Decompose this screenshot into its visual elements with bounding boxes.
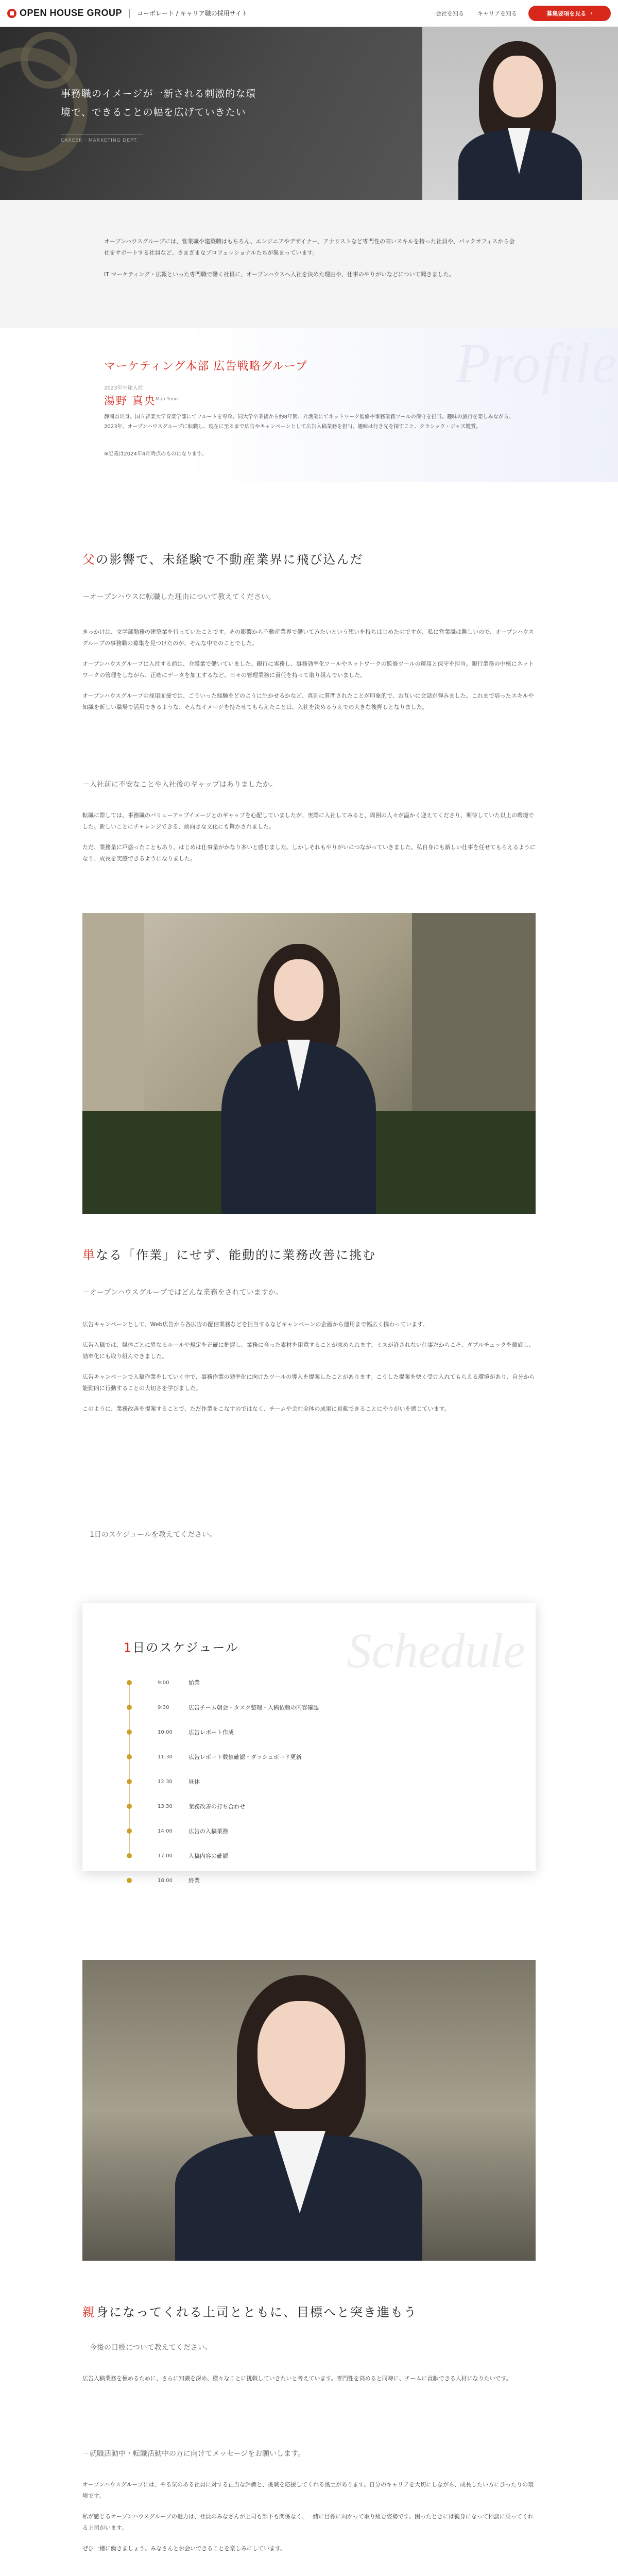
section-3-answer-2-p2: 私が感じるオープンハウスグループの魅力は、社員のみなさんが上司も部下も関係なく、一緒に目標に向かって取り組む姿勢です。困ったときには親身になって相談に乗ってくれる上司がいます。	[82, 2513, 534, 2531]
section-3-title-rest: 身になってくれる上司とともに、目標へと突き進もう	[96, 2305, 417, 2319]
schedule-task: 広告の入稿業務	[188, 1828, 228, 1835]
section-2-question-2: －1日のスケジュールを教えてください。	[82, 1531, 217, 1539]
section-3-answer-2	[82, 2479, 536, 2554]
schedule-item	[119, 1794, 480, 1819]
timeline-dot-icon	[127, 1754, 132, 1759]
schedule-task: 始業	[188, 1680, 200, 1686]
section-2-title	[82, 1245, 376, 1263]
logo-mark-icon	[7, 9, 16, 18]
intro-section	[0, 200, 618, 328]
schedule-task: 広告チーム朝会・タスク整理・入稿依頼の内容確認	[188, 1704, 319, 1711]
interview-photo-2	[82, 1960, 536, 2261]
intro-paragraph-2: IT マーケティング・広報といった専門職で働く社員に、オープンハウスへ入社を決めた理由や、仕事のやりがいなどについて聞きました。	[104, 271, 455, 278]
section-2-title-accent: 単	[82, 1248, 96, 1262]
section-1-title-accent: 父	[82, 552, 96, 567]
schedule-task: 広告レポート数値確認・ダッシュボード更新	[188, 1754, 302, 1760]
section-1-answer-1-p3: オープンハウスグループの採用面接では、ごういった経験をどのように生かせるかなど、真剣に質問されたことが印象的で、お互いに会話が弾みました。これまで培ったスキルや知識を新しい職場で活用できるような、そんなイメージを持たせてもらえたことは、入社を決めるうえでの大きな後押しとなりました。	[82, 692, 534, 710]
section-3-answer-2-p3: ぜひ一緒に働きましょう。みなさんとお会いできることを楽しみにしています。	[82, 2545, 286, 2552]
schedule-time: 10:00	[158, 1729, 173, 1735]
schedule-time: 18:00	[158, 1877, 173, 1884]
schedule-item	[119, 1744, 480, 1769]
profile-section	[0, 328, 618, 482]
schedule-task: 広告レポート作成	[188, 1729, 234, 1736]
section-1-question-2: －入社前に不安なことや入社後のギャップはありましたか。	[82, 781, 277, 789]
section-1-answer-1-p1: きっかけは、文学部勤務の建築業を行っていたことです。その影響から不動産業界で働いてみたいという想いを持ちはじめたのですが、私に営業職は難しいので、オープンハウスグループの事務職の募集を見つけたのが、そんな中でのことでした。	[82, 629, 534, 647]
schedule-time: 9:30	[158, 1704, 169, 1710]
hero-title	[61, 84, 256, 122]
section-2-answer-1-p2: 広告入稿では、媒体ごとに異なるルールや規定を正確に把握し、業務に合った素材を用意することが求められます。ミスが許されない仕事だからこそ、ダブルチェックを徹底し、効率化にも取り組んできました。	[82, 1342, 535, 1360]
section-3-question-1: －今後の目標について教えてください。	[82, 2344, 212, 2352]
schedule-item	[119, 1819, 480, 1843]
section-3-answer-1	[82, 2373, 536, 2384]
section-2-answer-1	[82, 1319, 536, 1415]
section-3-title-accent: 親	[82, 2305, 96, 2319]
schedule-task: 業務改善の打ち合わせ	[188, 1803, 245, 1810]
timeline-dot-icon	[127, 1828, 132, 1834]
hero-title-line-1: 事務職のイメージが一新される刺激的な環	[61, 88, 256, 99]
portrait-face	[493, 56, 543, 117]
section-3-answer-2-p1: オープンハウスグループには、やる気のある社員に対する正当な評価と、挑戦を応援してくれる風土があります。自分のキャリアを大切にしながら、成長したい方にぴったりの環境です。	[82, 2481, 534, 2499]
schedule-time: 11:30	[158, 1754, 173, 1760]
site-subtitle: コーポレート / キャリア職の採用サイト	[137, 10, 248, 17]
schedule-item	[119, 1720, 480, 1744]
section-2-answer-1-p3: 広告キャンペーンで入稿作業をしていく中で、事務作業の効率化に向けたツールの導入を提案したことがあります。こうした提案を快く受け入れてもらえる環境があり、自分から能動的に行動することの大切さを学びました。	[82, 1374, 535, 1392]
section-1-answer-2	[82, 810, 536, 865]
hero-title-line-2: 境で、できることの幅を広げていきたい	[61, 107, 246, 118]
timeline-dot-icon	[127, 1705, 132, 1710]
intro-text	[104, 236, 516, 280]
section-1-question-1: －オープンハウスに転職した理由について教えてください。	[82, 593, 276, 601]
schedule-list	[119, 1670, 480, 1893]
hero-portrait-photo	[422, 27, 618, 200]
schedule-title-accent: 1	[124, 1640, 133, 1655]
schedule-time: 13:30	[158, 1803, 173, 1809]
person-face	[258, 2001, 345, 2109]
timeline-dot-icon	[127, 1680, 132, 1685]
section-2-title-rest: なる「作業」にせず、能動的に業務改善に挑む	[96, 1248, 376, 1262]
schedule-title-rest: 日のスケジュール	[132, 1640, 239, 1655]
schedule-time: 14:00	[158, 1828, 173, 1834]
section-1-answer-1-p2: オープンハウスグループに入社する前は、介護業で働いていました。銀行に実務し、事務効率化ツールやネットワークの監修ツールの運用と保守を担当。銀行業務の中核にネットワークの管理をしながら、正確にデータを加工するなど、日々の管理業務に責任を持って取り組んでいました。	[82, 660, 534, 679]
header-divider	[129, 9, 130, 18]
logo-text: OPEN HOUSE GROUP	[20, 8, 123, 18]
person-face	[274, 959, 323, 1021]
timeline-dot-icon	[127, 1853, 132, 1858]
profile-note: ※記載は2024年4月時点のものになります。	[104, 451, 207, 457]
intro-paragraph-1: オープンハウスグループには、営業職や建築職はもちろん、エンジニアやデザイナー、アナリストなど専門性の高いスキルを持った社員や、バックオフィスから会社をサポートする社員など、さまざまなプロフェッショナルたちが集まっています。	[104, 238, 515, 256]
section-1-answer-2-p2: ただ、業務量に戸惑ったこともあり、はじめは仕事量がかなり多いと感じました。しかしそれもやりがいにつながっていきました。私自身にも新しい仕事を任せてもらえるようになり、成長を実感できるようになりました。	[82, 844, 536, 862]
schedule-watermark: Schedule	[347, 1623, 525, 1678]
header-nav	[436, 9, 517, 18]
section-1-title	[82, 549, 364, 567]
section-2-question-1: －オープンハウスグループではどんな業務をされていますか。	[82, 1289, 283, 1297]
hero-background	[0, 27, 422, 200]
section-3-question-2: －就職活動中・転職活動中の方に向けてメッセージをお願いします。	[82, 2450, 305, 2458]
section-2-answer-1-p1: 広告キャンペーンとして、Web広告から各広告の配信業務などを担当するなどキャンペーンの企画から運用まで幅広く携わっています。	[82, 1321, 428, 1328]
interview-photo-1	[82, 913, 536, 1214]
section-3-answer-1-p1: 広告入稿業務を極めるために、さらに知識を深め、様々なことに挑戦していきたいと考えています。専門性を高めると同時に、チームに貢献できる人材になりたいです。	[82, 2375, 512, 2382]
timeline-dot-icon	[127, 1730, 132, 1735]
schedule-item	[119, 1695, 480, 1720]
logo[interactable]	[7, 8, 122, 19]
schedule-time: 17:00	[158, 1853, 173, 1859]
hero-subtitle: CAREER · MARKETING DEPT.	[61, 138, 139, 143]
schedule-time: 9:00	[158, 1680, 169, 1686]
entry-button-label: 募集要項を見る	[546, 10, 587, 17]
profile-name-en: Mao Yuno	[156, 397, 178, 402]
site-header	[0, 0, 618, 27]
profile-description: 静岡県出身。国立音楽大学音楽学部にてフルートを専攻。同大学卒業後から約8年間、介護業にてネットワーク監修や事務業務ツールの保守を担当。趣味の旅行を楽しみながら、2023年、オープンハウスグループに転職し、現在に至るまで広告やキャンペーンとして広告入稿業務を担当。趣味は行き先を探すこと、クラシック・ジャズ鑑賞。	[104, 414, 514, 430]
timeline-dot-icon	[127, 1878, 132, 1883]
section-1-answer-1	[82, 626, 536, 713]
schedule-task: 終業	[188, 1877, 200, 1884]
section-1-answer-2-p1: 転職に際しては、事務職のバリューアップイメージとのギャップを心配していましたが、実際に入社してみると、周囲の人々が温かく迎えてくださり、期待していた以上の環境でした。新しいことにチャレンジできる、前向きな文化にも驚かされました。	[82, 812, 535, 830]
hero-section	[0, 27, 618, 200]
schedule-task: 入稿内容の確認	[188, 1853, 228, 1859]
timeline-dot-icon	[127, 1779, 132, 1784]
timeline-dot-icon	[127, 1804, 132, 1809]
schedule-item	[119, 1868, 480, 1893]
profile-join-year: 2023年中途入社	[104, 385, 143, 391]
nav-link-company[interactable]: 会社を知る	[436, 10, 464, 17]
schedule-item	[119, 1670, 480, 1695]
section-3-title	[82, 2302, 417, 2320]
profile-watermark: Profile	[455, 332, 618, 395]
profile-name: 湯野 真央	[104, 395, 156, 407]
entry-button[interactable]	[528, 6, 611, 21]
arrow-right-icon: ›	[590, 10, 593, 16]
schedule-title	[124, 1637, 239, 1655]
schedule-task: 昼休	[188, 1778, 200, 1785]
schedule-item	[119, 1843, 480, 1868]
section-2-answer-1-p4: このように、業務改善を提案することで、ただ作業をこなすのではなく、チームや会社全体の成果に貢献できることにやりがいを感じています。	[82, 1405, 450, 1412]
nav-link-career[interactable]: キャリアを知る	[477, 10, 517, 17]
section-1-title-rest: の影響で、未経験で不動産業界に飛び込んだ	[96, 552, 364, 567]
hero-circle-decoration-small	[21, 32, 77, 89]
schedule-item	[119, 1769, 480, 1794]
schedule-time: 12:30	[158, 1778, 173, 1785]
schedule-card	[82, 1603, 536, 1884]
profile-department: マーケティング本部 広告戦略グループ	[104, 360, 307, 373]
